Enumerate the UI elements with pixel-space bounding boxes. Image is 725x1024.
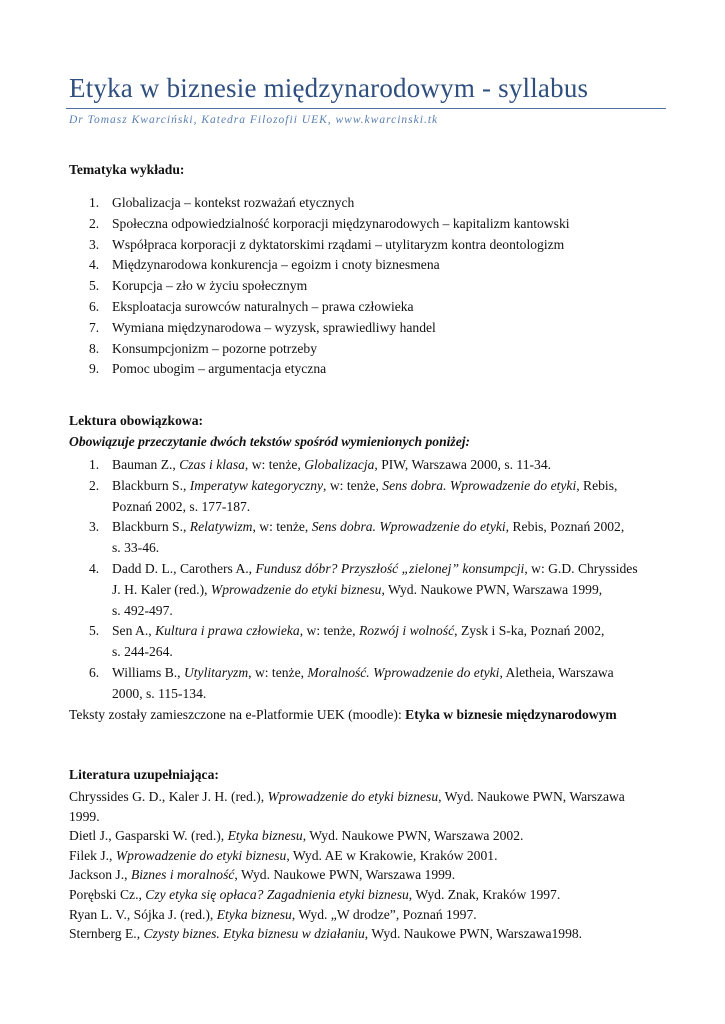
lecture-topic: Konsumpcjonizm – pozorne potrzeby — [112, 340, 317, 356]
list-number: 4. — [89, 561, 100, 576]
text-segment: , w: tenże, — [252, 519, 312, 534]
title-italic: Czysty biznes. Etyka biznesu w działaniu — [143, 926, 365, 942]
text-segment: Dadd D. L., Carothers A., — [112, 561, 256, 576]
bibliography-entry — [69, 808, 100, 825]
text-segment: , w: G.D. Chryssides — [524, 561, 638, 576]
list-number: 3. — [89, 236, 100, 252]
reading-entry — [112, 622, 604, 639]
bibliography-entry — [69, 886, 560, 903]
title-italic: Relatywizm — [189, 519, 253, 534]
list-number: 8. — [89, 340, 100, 356]
title-italic: Kultura i prawa człowieka — [155, 623, 300, 638]
title-italic: Sens dobra. Wprowadzenie do etyki — [382, 478, 577, 493]
lecture-topic: Pomoc ubogim – argumentacja etyczna — [112, 361, 327, 377]
mandatory-note: Obowiązuje przeczytanie dwóch tekstów spośród wymienionych poniżej: — [69, 434, 471, 449]
lecture-topic: Wymiana międzynarodowa – wyzysk, sprawiedliwy handel — [112, 319, 436, 335]
title-italic: Etyka biznesu — [227, 828, 303, 844]
list-number: 5. — [89, 278, 100, 294]
text-segment: , Wyd. Naukowe PWN, Warszawa 1999, — [381, 581, 603, 597]
reading-entry-cont: 2000, s. 115-134. — [112, 685, 207, 701]
bibliography-entry — [69, 906, 477, 923]
text-segment: Sen A., — [112, 623, 156, 638]
list-number: 6. — [89, 665, 100, 680]
text-segment: , Zysk i S-ka, Poznań 2002, — [454, 623, 605, 638]
reading-entry — [112, 560, 638, 577]
text-segment: Williams B., — [112, 665, 184, 680]
page-title: Etyka w biznesie międzynarodowym - syllabus — [69, 73, 589, 103]
text-segment: Ryan L. V., Sójka J. (red.), — [69, 906, 217, 922]
text-segment: Chryssides G. D., Kaler J. H. (red.), — [69, 789, 268, 804]
text-segment: Jackson J., — [69, 867, 131, 883]
text-segment: Dietl J., Gasparski W. (red.), — [69, 828, 228, 844]
text-segment: , w: tenże, — [299, 623, 359, 638]
bibliography-entry — [69, 866, 455, 883]
title-italic: Rozwój i wolność — [358, 623, 455, 638]
text-segment: , Wyd. Naukowe PWN, Warszawa 2002. — [302, 828, 524, 844]
reading-entry-cont: Poznań 2002, s. 177-187. — [112, 498, 251, 514]
text-segment: Bauman Z., — [112, 457, 180, 472]
title-italic: Wprowadzenie do etyki biznesu — [210, 581, 382, 597]
bibliography-entry — [69, 925, 582, 942]
reading-entry-cont: s. 244-264. — [112, 643, 173, 659]
list-number: 2. — [89, 478, 100, 493]
text-segment: Sternberg E., — [69, 926, 144, 942]
list-number: 6. — [89, 299, 100, 314]
lecture-topic: Społeczna odpowiedzialność korporacji międzynarodowych – kapitalizm kantowski — [112, 215, 570, 231]
text-segment: , Aletheia, Warszawa — [499, 665, 614, 680]
list-number: 4. — [89, 257, 100, 273]
bibliography-entry — [69, 827, 523, 844]
title-italic: Globalizacja — [304, 457, 375, 472]
title-divider — [66, 108, 666, 109]
lecture-topic: Współpraca korporacji z dyktatorskimi rządami – utylitaryzm kontra deontologizm — [112, 236, 565, 252]
title-italic: Utylitaryzm — [183, 665, 249, 680]
text-segment: , w: tenże, — [244, 457, 305, 472]
lecture-topic: Korupcja – zło w życiu społecznym — [112, 278, 308, 294]
bibliography-entry — [69, 847, 497, 864]
reading-entry — [112, 477, 617, 494]
list-number: 9. — [89, 361, 100, 377]
reading-entry — [112, 518, 624, 535]
list-number: 1. — [89, 457, 100, 472]
text-segment: , Rebis, — [576, 478, 618, 493]
mandatory-heading: Lektura obowiązkowa: — [69, 413, 204, 428]
title-italic: Czy etyka się opłaca? Zagadnienia etyki biznesu — [145, 887, 409, 902]
list-number: 2. — [89, 215, 100, 231]
title-italic: Imperatyw kategoryczny — [189, 478, 324, 493]
reading-entry — [112, 456, 551, 473]
list-number: 7. — [89, 319, 100, 335]
title-italic: Sens dobra. Wprowadzenie do etyki — [311, 519, 506, 534]
title-italic: Fundusz dóbr? Przyszłość „zielonej” konsumpcji — [255, 561, 525, 576]
text-segment: 1999. — [69, 808, 100, 824]
text-segment: Blackburn S., — [112, 519, 190, 534]
lecture-topic: Międzynarodowa konkurencja – egoizm i cnoty biznesmena — [112, 257, 440, 273]
reading-entry — [112, 664, 614, 681]
title-italic: Czas i klasa — [179, 457, 245, 472]
text-segment: Porębski Cz., — [69, 887, 146, 902]
title-italic: Biznes i moralność — [130, 867, 235, 883]
title-italic: Wprowadzenie do etyki biznesu — [115, 847, 287, 863]
text-segment: , Rebis, Poznań 2002, — [505, 519, 625, 534]
reading-entry-cont: s. 492-497. — [112, 602, 173, 618]
list-number: 3. — [89, 519, 100, 534]
list-number: 1. — [89, 195, 100, 210]
text-segment: , Wyd. „W drodze”, Poznań 1997. — [291, 906, 477, 922]
moodle-note-text: Teksty zostały zamieszczone na e-Platformie UEK (moodle): — [69, 707, 406, 722]
text-segment: , Wyd. Znak, Kraków 1997. — [408, 887, 561, 902]
lecture-topic: Globalizacja – kontekst rozważań etycznych — [112, 195, 355, 210]
bibliography-entry — [69, 788, 625, 805]
text-segment: , Wyd. AE w Krakowie, Kraków 2001. — [286, 847, 498, 863]
text-segment: Blackburn S., — [112, 478, 190, 493]
lecture-heading: Tematyka wykładu: — [69, 162, 185, 177]
title-italic: Moralność. Wprowadzenie do etyki — [307, 665, 500, 680]
text-segment: J. H. Kaler (red.), — [112, 581, 211, 597]
text-segment: Filek J., — [69, 847, 116, 863]
reading-entry-cont: s. 33-46. — [112, 539, 160, 555]
moodle-note — [69, 706, 617, 723]
lecture-topic: Eksploatacja surowców naturalnych – prawa człowieka — [112, 299, 414, 314]
title-italic: Wprowadzenie do etyki biznesu — [267, 789, 439, 804]
text-segment: , w: tenże, — [323, 478, 383, 493]
title-italic: Etyka biznesu — [216, 906, 292, 922]
reading-entry-cont — [112, 581, 602, 598]
author-line: Dr Tomasz Kwarciński, Katedra Filozofii UEK, www.kwarcinski.tk — [69, 114, 439, 126]
text-segment: , w: tenże, — [248, 665, 308, 680]
moodle-course-name: Etyka w biznesie międzynarodowym — [405, 707, 617, 722]
text-segment: , Wyd. Naukowe PWN, Warszawa — [438, 789, 625, 804]
text-segment: , Wyd. Naukowe PWN, Warszawa 1999. — [234, 867, 456, 883]
supplementary-heading: Literatura uzupełniająca: — [69, 767, 219, 782]
list-number: 5. — [89, 623, 100, 638]
text-segment: , Wyd. Naukowe PWN, Warszawa1998. — [364, 926, 583, 942]
text-segment: , PIW, Warszawa 2000, s. 11-34. — [374, 457, 552, 472]
